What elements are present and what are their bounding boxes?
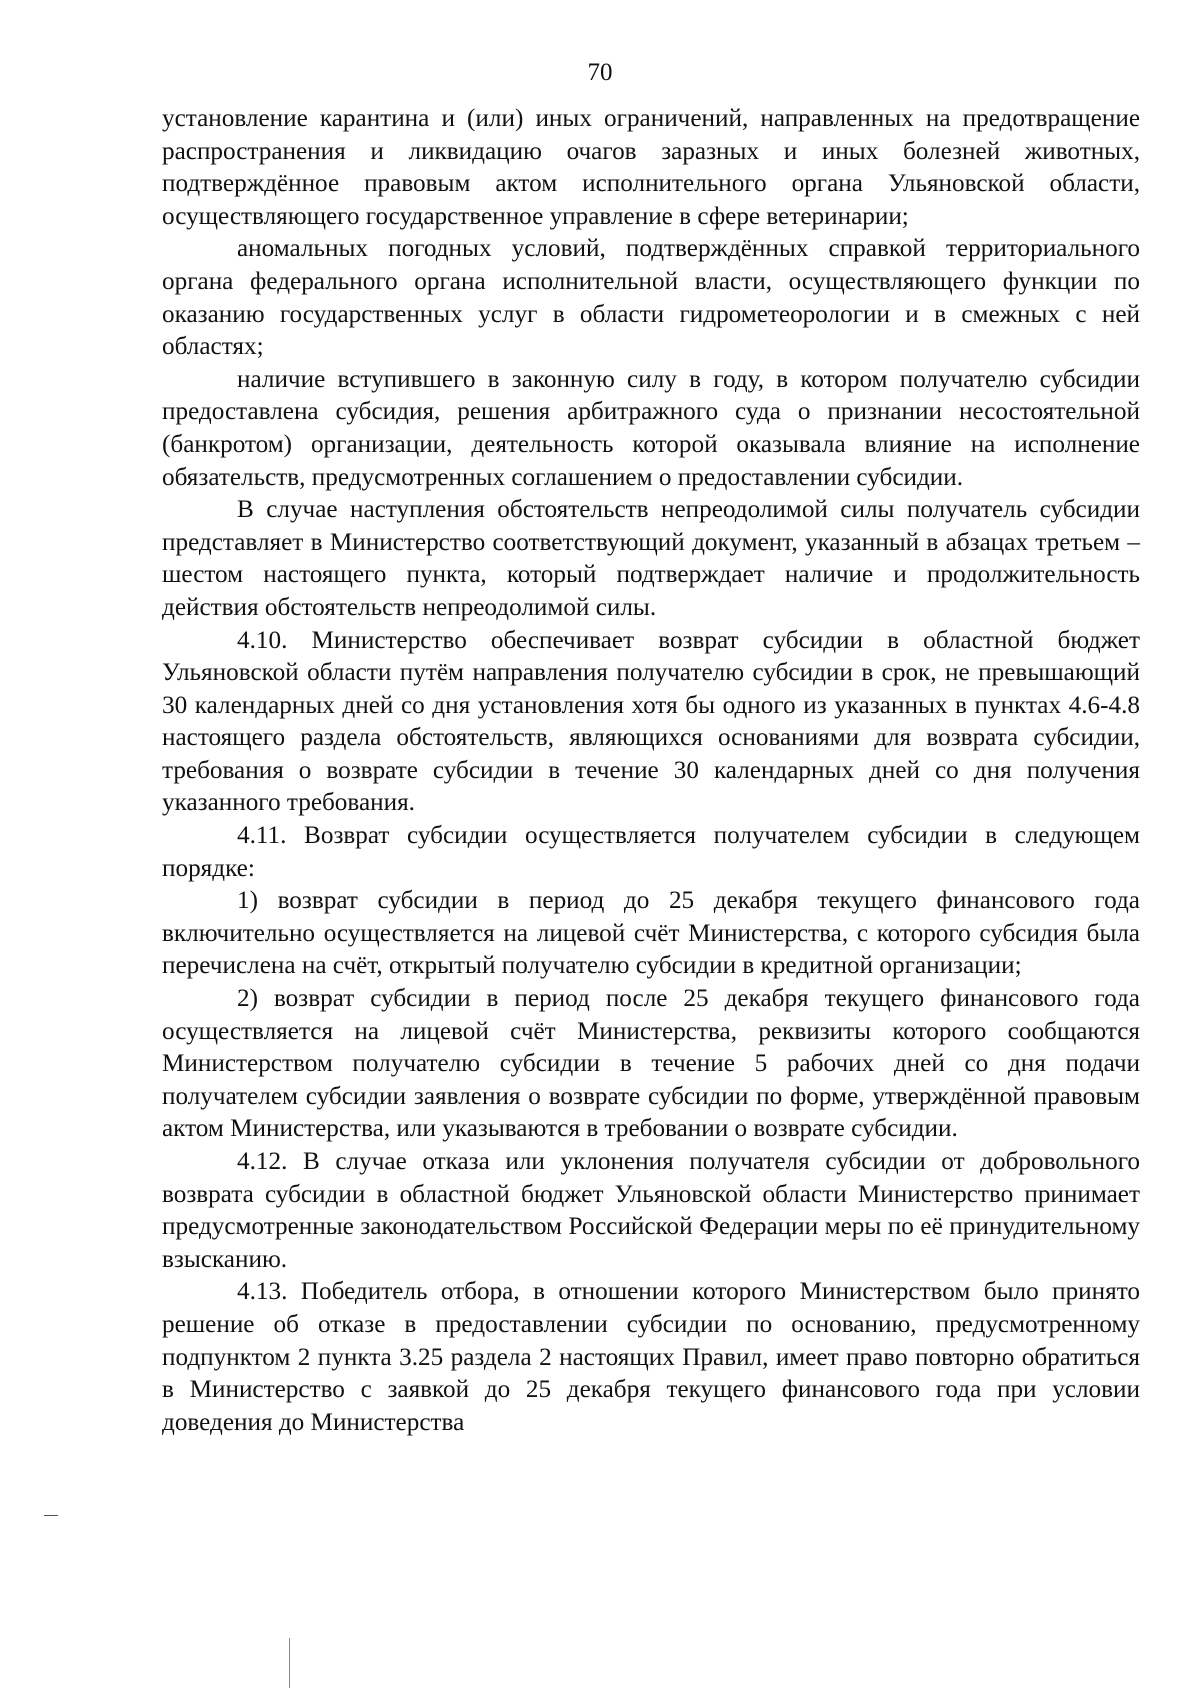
paragraph-force-majeure: В случае наступления обстоятельств непреодолимой силы получатель субсидии представляет в Министерство соответствующий документ, указанный в абзацах третьем – шестом настоящего пункта, который подтверждает наличие и продолжительность действия обстоятельств непреодолимой силы. bbox=[162, 496, 1140, 621]
paragraph-bankruptcy: наличие вступившего в законную силу в году, в котором получателю субсидии предоставлена субсидия, решения арбитражного суда о признании несостоятельной (банкротом) организации, деятельность которой оказывала влияние на исполнение обязательств, предусмотренных соглашением о предоставлении субсидии. bbox=[162, 365, 1140, 491]
paragraph-4-11: 4.11. Возврат субсидии осуществляется получателем субсидии в следующем порядке: bbox=[162, 822, 1140, 882]
paragraph-weather: аномальных погодных условий, подтверждённых справкой территориального органа федерального органа исполнительной власти, осуществляющего функции по оказанию государственных услуг в области гидрометеорологии и в смежных с ней областях; bbox=[162, 235, 1140, 361]
scan-artifact-mark bbox=[44, 1515, 58, 1516]
paragraph-4-13: 4.13. Победитель отбора, в отношении которого Министерством было принято решение об отказе в предоставлении субсидии по основанию, предусмотренному подпунктом 2 пункта 3.25 раздела 2 настоящих Правил, имеет право повторно обратиться в Министерство с заявкой до 25 декабря текущего финансового года при условии доведения до Министерства bbox=[162, 1278, 1140, 1436]
page-number: 70 bbox=[587, 59, 613, 86]
scan-artifact-mark bbox=[289, 1638, 290, 1688]
paragraph-4-11-item-1: 1) возврат субсидии в период до 25 декабря текущего финансового года включительно осуществляется на лицевой счёт Министерства, с которого субсидия была перечислена на счёт, открытый получателю субсидии в кредитной организации; bbox=[162, 887, 1140, 980]
paragraph-4-12: 4.12. В случае отказа или уклонения получателя субсидии от добровольного возврата субсидии в областной бюджет Ульяновской области Министерство принимает предусмотренные законодательством Российской Федерации меры по её принудительному взысканию. bbox=[162, 1148, 1140, 1273]
paragraph-quarantine: установление карантина и (или) иных ограничений, направленных на предотвращение распространения и ликвидацию очагов заразных и иных болезней животных, подтверждённое правовым актом исполнительного органа Ульяновской области, осуществляющего государственное управление в сфере ветеринарии; bbox=[162, 105, 1140, 230]
paragraph-4-10: 4.10. Министерство обеспечивает возврат субсидии в областной бюджет Ульяновской области путём направления получателю субсидии в срок, не превышающий 30 календарных дней со дня установления хотя бы одного из указанных в пунктах 4.6-4.8 настоящего раздела обстоятельств, являющихся основаниями для возврата субсидии, требования о возврате субсидии в течение 30 календарных дней со дня получения указанного требования. bbox=[162, 626, 1140, 817]
paragraph-4-11-item-2: 2) возврат субсидии в период после 25 декабря текущего финансового года осуществляется на лицевой счёт Министерства, реквизиты которого сообщаются Министерством получателю субсидии в течение 5 рабочих дней со дня подачи получателем субсидии заявления о возврате субсидии по форме, утверждённой правовым актом Министерства, или указываются в требовании о возврате субсидии. bbox=[162, 985, 1140, 1143]
document-body bbox=[162, 103, 1140, 1439]
